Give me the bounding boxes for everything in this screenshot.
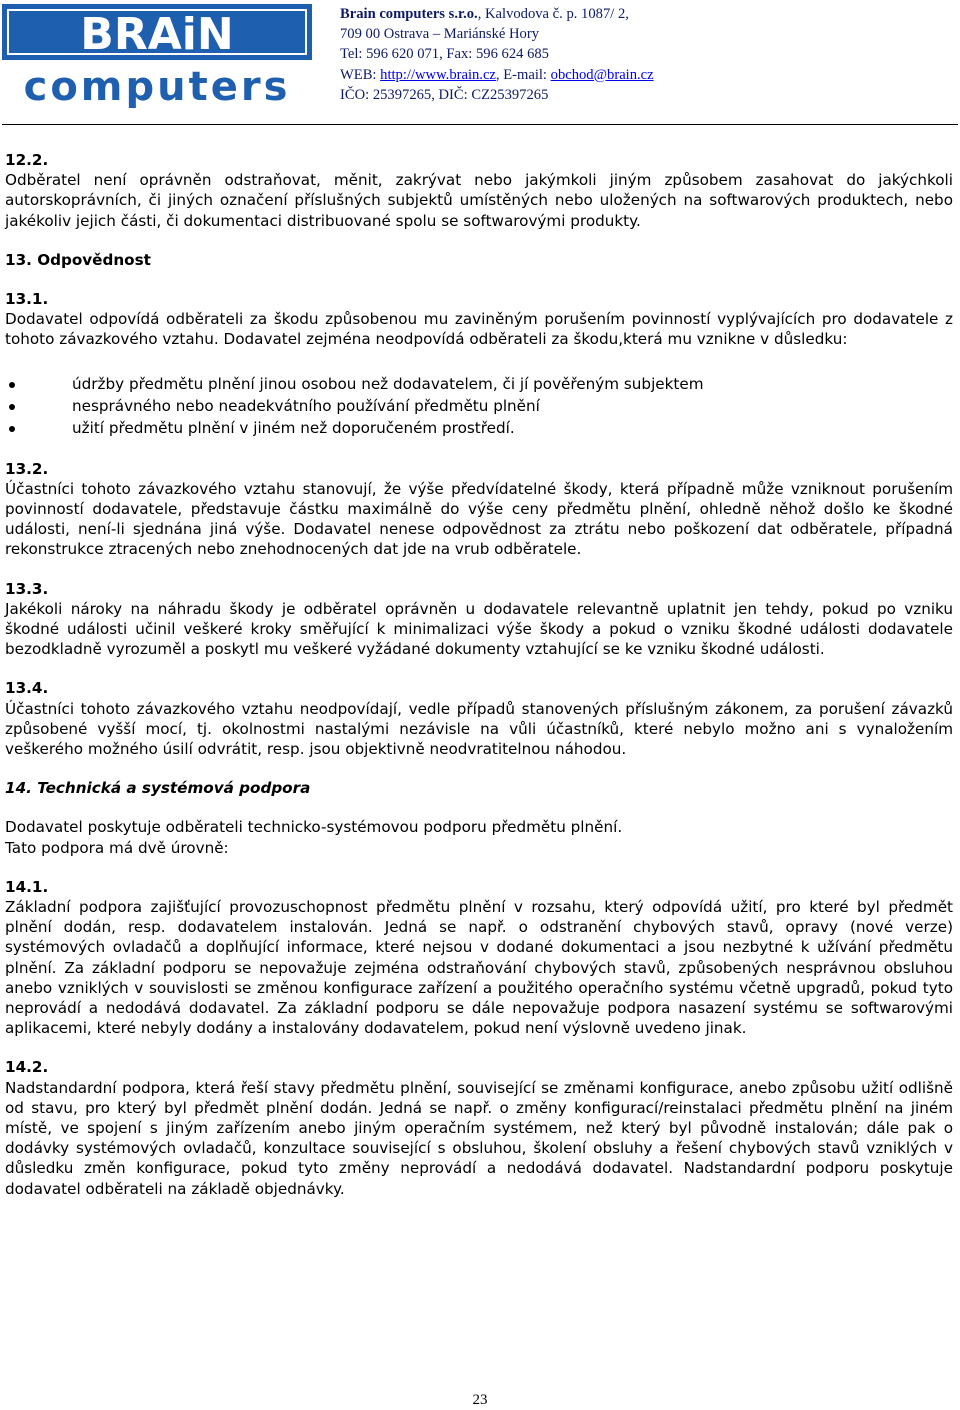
section-12-2-text: Odběratel není oprávněn odstraňovat, měnit, zakrývat nebo jakýmkoli jiným způsobem zasahovat do jakýchkoli autorskoprávních, či jiných označení příslušných subjektů umístěných nebo uložených na softwarových produktech, nebo jakékoliv jejich části, či dokumentaci distribuované spolu se softwarovými produkty. bbox=[5, 171, 953, 230]
logo-sub-text: computers bbox=[23, 64, 291, 108]
section-13-1-number: 13.1. bbox=[5, 290, 49, 309]
document-body bbox=[5, 150, 953, 1199]
spacer bbox=[5, 350, 953, 373]
page-header bbox=[0, 0, 960, 124]
section-13-2-text: Účastníci tohoto závazkového vztahu stanovují, že výše předvídatelné škody, která případně může vzniknout porušením povinností dodavatele, představuje částku maximálně do výše ceny předmětu plnění, ohledně něhož došlo ke škodné události, není-li sjednána jiná výše. Dodavatel nenese odpovědnost za ztrátu nebo poškození dat odběratele, případná rekonstrukce ztracených nebo znehodnocených dat jde na vrub odběratele. bbox=[5, 479, 953, 559]
section-14-intro-1: Dodavatel poskytuje odběrateli technicko-systémovou podporu předmětu plnění. bbox=[5, 818, 623, 837]
section-12-2-number: 12.2. bbox=[5, 151, 49, 169]
spacer bbox=[5, 1038, 953, 1057]
spacer bbox=[5, 231, 953, 250]
spacer bbox=[5, 858, 953, 877]
spacer bbox=[5, 270, 953, 289]
list-item: užití předmětu plnění v jiném než doporučeném prostředí. bbox=[5, 417, 953, 439]
web-label: WEB: bbox=[340, 66, 381, 83]
section-14-heading: 14. Technická a systémová podpora bbox=[5, 779, 311, 798]
section-13-1-text: Dodavatel odpovídá odběrateli za škodu způsobenou mu zaviněným porušením povinností vyplývajících pro dodavatele z tohoto závazkového vztahu. Dodavatel zejména neodpovídá odběrateli za škodu,která mu vznikne v důsledku: bbox=[5, 310, 953, 349]
section-13-2-number: 13.2. bbox=[5, 459, 49, 478]
list-item: údržby předmětu plnění jinou osobou než dodavatelem, či jí pověřeným subjektem bbox=[5, 373, 953, 395]
section-14-2-text: Nadstandardní podpora, která řeší stavy předmětu plnění, související se změnami konfigurace, anebo způsobu užití odlišně od stavu, pro který byl předmět plnění dodán. Jedná se např. o změny konfigurací/reinstalaci předmětu plnění na jiném místě, ve spojení s jiným zařízením anebo jiným operačním systémem, než který byl původně instalován; dále pak o dodávky systémových ovladačů, konzultace související s obsluhou, školení obsluhy a řešení chybových stavů vzniklých v důsledku změn konfigurace, pokud tyto změny neprovádí a nedodává dodavatel. Nadstandardní podporu poskytuje dodavatel odběrateli na základě objednávky. bbox=[5, 1078, 953, 1198]
spacer bbox=[5, 798, 953, 817]
spacer bbox=[5, 560, 953, 579]
spacer bbox=[5, 759, 953, 778]
company-name: Brain computers s.r.o. bbox=[340, 6, 478, 22]
logo-brand-text: BRAiN bbox=[80, 9, 234, 60]
email-label: , E-mail: bbox=[495, 66, 551, 83]
section-13-3-text: Jakékoli nároky na náhradu škody je odběratel oprávněn u dodavatele relevantně uplatnit jen tehdy, pokud po vzniku škodné události učinil veškeré kroky směřující k minimalizaci výše škody a pokud o vzniku škodné události dodavatele bezodkladně vyrozuměl a poskytl mu veškeré vyžádané dokumenty vztahující se ke vzniku škodné události. bbox=[5, 599, 953, 659]
section-14-intro-2: Tato podpora má dvě úrovně: bbox=[5, 838, 229, 857]
section-14-1-text: Základní podpora zajišťující provozuschopnost předmětu plnění v rozsahu, který odpovídá užití, pro které byl předmět plnění dodán, resp. dodavatelem instalován. Jedná se např. o odstranění chybových stavů, opravy (nové verze) systémových ovladačů a doplňující informace, které nejsou v dodané dokumentaci a jsou nezbytné k užívání předmětu plnění. Za základní podporu se nepovažuje zejména odstraňování chybových stavů, způsobených nesprávnou obsluhou anebo vzniklých v souvislosti se změnou konfigurace zařízení a použitého operačního systému včetně upgradů, pokud tyto neprovádí a nedodává dodavatel. Za základní podporu se dále nepovažuje podpora nasazení systému se softwarovými aplikacemi, které nebyly dodány a instalovány dodavatelem, pokud není výslovně uvedeno jinak. bbox=[5, 897, 953, 1038]
company-city: 709 00 Ostrava – Mariánské Hory bbox=[340, 26, 539, 43]
company-ids: IČO: 25397265, DIČ: CZ25397265 bbox=[340, 86, 549, 103]
section-13-heading: 13. Odpovědnost bbox=[5, 250, 151, 269]
section-13-4-text: Účastníci tohoto závazkového vztahu neodpovídají, vedle případů stanovených příslušným zákonem, za porušení závazků způsobené vyšší mocí, tj. okolnostmi nastalými nezávisle na vůli účastníků, které nebylo možno ani s vynaložením veškerého možného úsilí odvrátit, resp. jsou objektivně neodvratitelnou náhodou. bbox=[5, 699, 953, 758]
company-contact bbox=[340, 4, 654, 105]
page-number: 23 bbox=[472, 1392, 488, 1408]
list-item: nesprávného nebo neadekvátního používání předmětu plnění bbox=[5, 395, 953, 417]
section-14-1-number: 14.1. bbox=[5, 877, 49, 896]
email-link[interactable]: obchod@brain.cz bbox=[550, 66, 654, 83]
company-line bbox=[340, 4, 654, 24]
company-street: , Kalvodova č. p. 1087/ 2, bbox=[477, 6, 629, 22]
company-phone: Tel: 596 620 071, Fax: 596 624 685 bbox=[340, 46, 549, 63]
web-link[interactable]: http://www.brain.cz bbox=[380, 66, 496, 83]
header-divider bbox=[2, 124, 958, 125]
section-13-4-number: 13.4. bbox=[5, 679, 49, 698]
spacer bbox=[5, 659, 953, 678]
section-13-3-number: 13.3. bbox=[5, 579, 49, 598]
company-web-line bbox=[340, 65, 654, 85]
section-13-1-bullet-list bbox=[5, 373, 953, 440]
brain-computers-logo bbox=[2, 4, 312, 108]
section-14-2-number: 14.2. bbox=[5, 1058, 49, 1077]
spacer bbox=[5, 440, 953, 459]
